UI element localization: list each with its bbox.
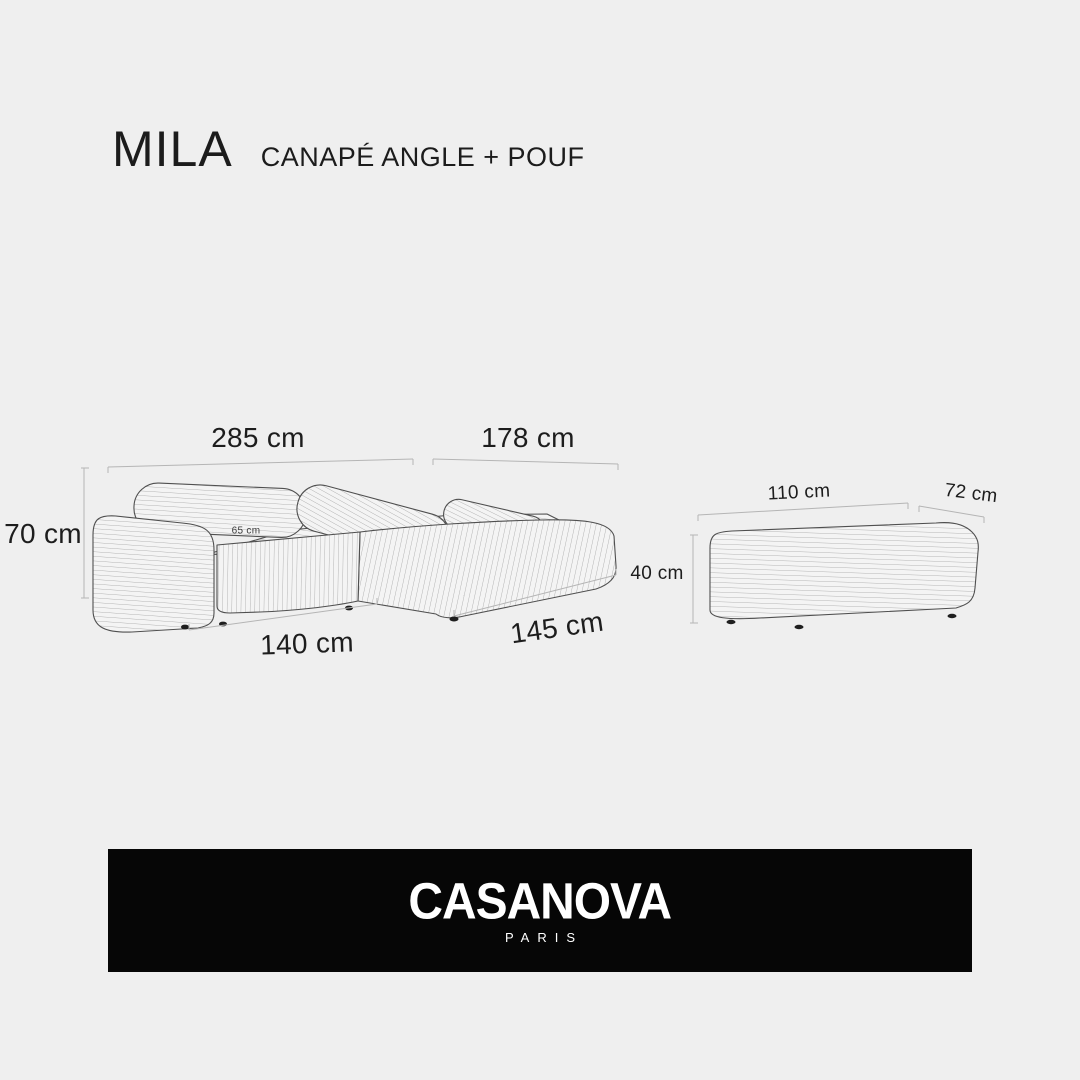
dim-label-chaise-length: 145 cm	[508, 605, 606, 650]
pouf-line-art	[710, 523, 978, 630]
title-row	[112, 121, 585, 177]
brand-city: PARIS	[504, 929, 584, 945]
dim-label-seat-width: 140 cm	[259, 626, 355, 661]
dim-label-seat-depth: 65 cm	[231, 525, 261, 537]
product-subtitle: CANAPÉ ANGLE + POUF	[260, 142, 585, 172]
dim-label-sofa-total-width: 285 cm	[211, 422, 305, 453]
brand-banner	[108, 849, 972, 972]
dim-label-pouf-depth: 72 cm	[943, 479, 999, 508]
dim-label-pouf-width: 110 cm	[767, 480, 831, 505]
brand-logo: CASANOVA	[408, 871, 672, 929]
product-name: MILA	[112, 121, 233, 177]
dim-label-sofa-height: 70 cm	[4, 518, 82, 549]
sofa-line-art	[93, 480, 616, 632]
dim-label-pouf-height: 40 cm	[630, 563, 684, 584]
dim-label-chaise-depth: 178 cm	[481, 422, 575, 453]
